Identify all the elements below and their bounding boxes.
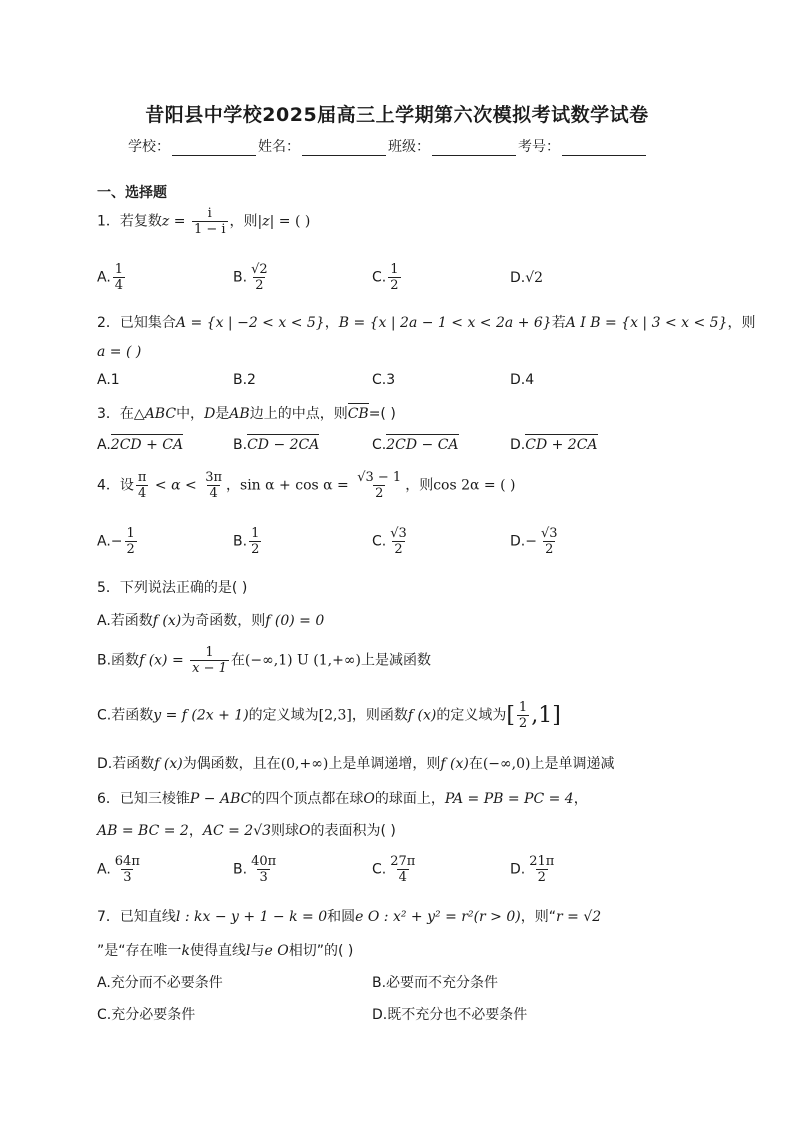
q3-mid2: 是 xyxy=(215,406,230,422)
q1-b-label: B. xyxy=(233,269,248,286)
q7-option-d[interactable]: D.既不充分也不必要条件 xyxy=(372,1007,528,1023)
q5-c-mid1: 的定义域为 xyxy=(248,707,319,724)
q4-a-num: 1 xyxy=(126,526,135,541)
q6-d-den: 2 xyxy=(537,870,546,885)
q4-b-label: B. xyxy=(233,533,248,550)
q3-option-a[interactable] xyxy=(97,437,183,453)
student-info-row xyxy=(128,136,648,156)
q3-b-text: CD − 2CA xyxy=(247,437,320,453)
q1-c-frac xyxy=(388,262,400,293)
name-label: 姓名： xyxy=(258,139,300,155)
q7-line2-b: 使得直线 xyxy=(190,943,246,959)
q1-c-label: C. xyxy=(372,269,387,286)
q4-b-den: 2 xyxy=(251,542,260,557)
q5-c-mid2: ，则函数 xyxy=(351,707,408,724)
q7-option-b[interactable]: B.必要而不充分条件 xyxy=(372,975,499,991)
q7-text: 7．已知直线 xyxy=(97,909,176,925)
q7-line2-a: ”是“存在唯一 xyxy=(97,943,182,959)
q5-option-b[interactable] xyxy=(97,645,431,676)
q4-frac-den: 2 xyxy=(375,486,384,501)
q5-b-frac xyxy=(190,645,229,676)
q4-pi: π xyxy=(137,470,147,485)
class-label: 班级： xyxy=(388,139,430,155)
q4-frac-value xyxy=(355,470,403,501)
q1-option-b[interactable] xyxy=(233,262,272,293)
q5-a-fx: f (x) xyxy=(152,613,182,629)
q6-comma: ， xyxy=(573,791,588,807)
q5-c-den: 2 xyxy=(518,716,528,731)
q2-option-d[interactable]: D.4 xyxy=(510,372,535,388)
q1-d-text: √2 xyxy=(525,270,544,286)
question-7-line2 xyxy=(97,940,353,960)
q4-d-sign: − xyxy=(525,533,537,550)
q4-frac-num: √3 − 1 xyxy=(357,470,402,485)
q7-eo: e O xyxy=(264,943,289,959)
q6-a-label: A. xyxy=(97,861,111,878)
q7-option-c[interactable]: C.充分必要条件 xyxy=(97,1007,196,1023)
q5-option-a[interactable] xyxy=(97,610,324,630)
q6-b-label: B. xyxy=(233,861,248,878)
q6-comma2: ， xyxy=(188,823,203,839)
q1-a-frac xyxy=(113,262,125,293)
q2-option-b[interactable]: B.2 xyxy=(233,372,256,388)
q1-z: z xyxy=(161,213,170,230)
q1-a-num: 1 xyxy=(114,262,124,277)
q4-four: 4 xyxy=(138,486,147,501)
q3-a-label: A. xyxy=(97,437,111,453)
q3-vector-cb: CB xyxy=(347,406,369,422)
q4-then: ，则 xyxy=(405,477,434,494)
q2-intersection: A I B = {x | 3 < x < 5} xyxy=(565,315,728,331)
q4-option-d[interactable] xyxy=(510,526,562,557)
q4-text: 4．设 xyxy=(97,477,134,494)
q5-b-den: x − 1 xyxy=(192,661,227,676)
q4-b-frac xyxy=(249,526,261,557)
q4-frac-3pi4 xyxy=(203,470,224,501)
q6-o: O xyxy=(363,791,375,807)
q5-d-fx: f (x) xyxy=(154,756,183,772)
q3-mid3: 边上的中点，则 xyxy=(249,406,348,422)
q1-then: ，则 xyxy=(229,213,258,230)
q2-ask: a = ( ) xyxy=(97,344,142,360)
q6-option-b[interactable] xyxy=(233,854,280,885)
q3-a-text: 2CD + CA xyxy=(110,437,184,453)
q5-d-post: 上是单调递减 xyxy=(530,756,615,772)
q1-abs: |z| xyxy=(257,213,275,230)
q5-d-int2: (−∞,0) xyxy=(482,756,531,772)
question-6-stem xyxy=(97,788,588,808)
q1-b-num: √2 xyxy=(251,262,268,277)
school-blank xyxy=(172,141,256,156)
q2-option-c[interactable]: C.3 xyxy=(372,372,396,388)
q4-ineq: < α < xyxy=(150,477,202,494)
q6-option-d[interactable] xyxy=(510,854,558,885)
q5-b-fx: f (x) = xyxy=(139,652,189,669)
question-5-stem: 5．下列说法正确的是( ) xyxy=(97,580,248,596)
q3-c-label: C. xyxy=(372,437,387,453)
q5-a-f0: f (0) = 0 xyxy=(265,613,325,629)
q5-a-pre: A.若函数 xyxy=(97,613,153,629)
q6-ab: AB = BC = 2 xyxy=(97,823,189,839)
question-2-stem xyxy=(97,312,755,332)
q4-a-den: 2 xyxy=(126,542,135,557)
exam-title: 昔阳县中学校2025届高三上学期第六次模拟考试数学试卷 xyxy=(145,104,649,126)
q5-b-num: 1 xyxy=(205,645,214,660)
question-1-stem xyxy=(97,206,310,237)
q5-d-int1: (0,+∞) xyxy=(280,756,329,772)
q1-eq: = xyxy=(169,213,190,230)
q5-c-mid3: 的定义域为 xyxy=(436,707,507,724)
q6-a-num: 64π xyxy=(114,854,140,869)
q7-k: k xyxy=(181,943,190,959)
q7-line2-c: 与 xyxy=(250,943,265,959)
q4-d-den: 2 xyxy=(545,542,554,557)
q7-line: l : kx − y + 1 − k = 0 xyxy=(175,909,328,925)
q4-option-b[interactable] xyxy=(233,526,263,557)
q6-b-frac xyxy=(249,854,278,885)
q3-abc: ABC xyxy=(144,406,177,422)
q5-d-fx2: f (x) xyxy=(440,756,469,772)
q2-then: ，则 xyxy=(727,315,756,331)
q4-d-frac xyxy=(539,526,560,557)
q4-four2: 4 xyxy=(209,486,218,501)
q4-c-num: √3 xyxy=(390,526,407,541)
question-4-stem xyxy=(97,470,515,501)
q4-c-frac xyxy=(388,526,409,557)
q2-set-a: A = {x | −2 < x < 5} xyxy=(175,315,325,331)
q4-a-frac xyxy=(125,526,137,557)
q6-c-num: 27π xyxy=(390,854,416,869)
q3-option-b[interactable] xyxy=(233,437,319,453)
q6-c-label: C. xyxy=(372,861,387,878)
q6-text: 6．已知三棱锥 xyxy=(97,791,190,807)
q5-c-num: 1 xyxy=(518,700,528,715)
q1-option-c[interactable] xyxy=(372,262,403,293)
q4-a-sign: − xyxy=(110,533,123,550)
q2-set-b: B = {x | 2a − 1 < x < 2a + 6} xyxy=(338,315,552,331)
q1-tail: = ( ) xyxy=(274,213,311,230)
q3-d-text: CD + 2CA xyxy=(525,437,598,453)
q2-if: 若 xyxy=(551,315,566,331)
q6-d-frac xyxy=(527,854,556,885)
q7-circle: e O : x² + y² = r²(r > 0) xyxy=(355,909,521,925)
q7-condition: r = √2 xyxy=(556,909,602,925)
q4-option-a[interactable] xyxy=(97,526,139,557)
q6-mid2: 的球面上， xyxy=(374,791,445,807)
q3-d-label: D. xyxy=(510,437,526,453)
q3-ab: AB xyxy=(229,406,250,422)
q6-a-den: 3 xyxy=(123,870,132,885)
q6-ac: AC = 2√3 xyxy=(202,823,272,839)
q1-a-label: A. xyxy=(97,269,111,286)
q5-b-mid: 在 xyxy=(230,652,245,669)
q5-d-mid3: 在 xyxy=(468,756,483,772)
q5-c-left-bracket: [ xyxy=(506,703,515,728)
q7-post: ，则“ xyxy=(520,909,556,925)
q3-c-text: 2CD − CA xyxy=(386,437,459,453)
q6-pabc: P − ABC xyxy=(189,791,252,807)
q6-mid1: 的四个顶点都在球 xyxy=(251,791,364,807)
q1-frac-den: 1 − i xyxy=(193,222,226,237)
q4-3pi: 3π xyxy=(205,470,223,485)
q6-c-frac xyxy=(388,854,417,885)
q5-b-post: 上是减函数 xyxy=(360,652,431,669)
q1-option-a[interactable] xyxy=(97,262,127,293)
q6-o2: O xyxy=(299,823,311,839)
q7-line2-d: 相切”的( ) xyxy=(288,943,354,959)
q4-a-label: A. xyxy=(97,533,111,550)
q6-option-a[interactable] xyxy=(97,854,144,885)
q4-option-c[interactable] xyxy=(372,526,411,557)
q3-tail: =( ) xyxy=(368,406,396,422)
q1-frac-num: i xyxy=(207,206,212,221)
q4-b-num: 1 xyxy=(251,526,260,541)
q1-text: 1．若复数 xyxy=(97,213,162,230)
q6-post-a: 则球 xyxy=(271,823,300,839)
number-label: 考号： xyxy=(518,139,560,155)
name-blank xyxy=(302,141,386,156)
q5-c-fx: f (x) xyxy=(407,707,437,724)
q1-d-label: D. xyxy=(510,270,526,286)
q6-pa: PA = PB = PC = 4 xyxy=(444,791,574,807)
q4-c-label: C. xyxy=(372,533,387,550)
q1-c-num: 1 xyxy=(390,262,399,277)
q6-d-label: D. xyxy=(510,861,526,878)
q1-option-d[interactable] xyxy=(510,270,543,286)
q3-b-label: B. xyxy=(233,437,248,453)
question-2-line2 xyxy=(97,344,141,360)
q1-c-den: 2 xyxy=(390,278,399,293)
q4-comma: ， xyxy=(226,477,241,494)
q5-option-d[interactable] xyxy=(97,753,615,773)
question-7-stem xyxy=(97,906,601,926)
q1-b-den: 2 xyxy=(255,278,264,293)
q5-d-mid1: 为偶函数，且在 xyxy=(182,756,281,772)
q5-d-pre: D.若函数 xyxy=(97,756,155,772)
q4-frac-pi4 xyxy=(136,470,149,501)
q6-c-den: 4 xyxy=(398,870,407,885)
q3-mid1: 中， xyxy=(176,406,205,422)
q6-b-num: 40π xyxy=(251,854,277,869)
section-heading: 一、选择题 xyxy=(97,185,167,201)
q6-a-frac xyxy=(113,854,142,885)
question-6-line2 xyxy=(97,820,396,840)
q5-c-domain: [2,3] xyxy=(318,707,352,724)
q6-option-c[interactable] xyxy=(372,854,419,885)
q7-l: l xyxy=(246,943,251,959)
q2-comma: ， xyxy=(324,315,339,331)
q5-b-interval: (−∞,1) U (1,+∞) xyxy=(244,652,361,669)
q5-c-y: y = f (2x + 1) xyxy=(153,707,249,724)
q7-option-a[interactable]: A.充分而不必要条件 xyxy=(97,975,223,991)
q5-option-c[interactable] xyxy=(97,700,561,731)
q4-d-label: D. xyxy=(510,533,526,550)
q6-post-b: 的表面积为( ) xyxy=(310,823,396,839)
q3-option-d[interactable] xyxy=(510,437,598,453)
q5-c-frac xyxy=(517,700,529,731)
q5-c-pre: C.若函数 xyxy=(97,707,154,724)
number-blank xyxy=(562,141,646,156)
q1-fraction xyxy=(192,206,228,237)
q2-text: 2．已知集合 xyxy=(97,315,176,331)
q5-d-mid2: 上是单调递增，则 xyxy=(328,756,441,772)
q3-d: D xyxy=(204,406,216,422)
q4-cos2a: cos 2α = ( ) xyxy=(433,477,516,494)
q1-b-frac xyxy=(249,262,270,293)
q7-mid: 和圆 xyxy=(327,909,356,925)
q4-sincos: sin α + cos α = xyxy=(240,477,354,494)
q6-b-den: 3 xyxy=(259,870,268,885)
class-blank xyxy=(432,141,516,156)
question-3-stem xyxy=(97,403,396,423)
q4-d-num: √3 xyxy=(540,526,558,541)
q2-option-a[interactable]: A.1 xyxy=(97,372,120,388)
school-label: 学校： xyxy=(128,139,170,155)
q4-c-den: 2 xyxy=(394,542,403,557)
q3-option-c[interactable] xyxy=(372,437,459,453)
q6-d-num: 21π xyxy=(529,854,555,869)
q3-text: 3．在△ xyxy=(97,406,145,422)
q1-a-den: 4 xyxy=(114,278,124,293)
q5-b-pre: B.函数 xyxy=(97,652,140,669)
q5-a-mid: 为奇函数，则 xyxy=(181,613,266,629)
q5-c-right-bracket: ,1] xyxy=(531,703,561,728)
